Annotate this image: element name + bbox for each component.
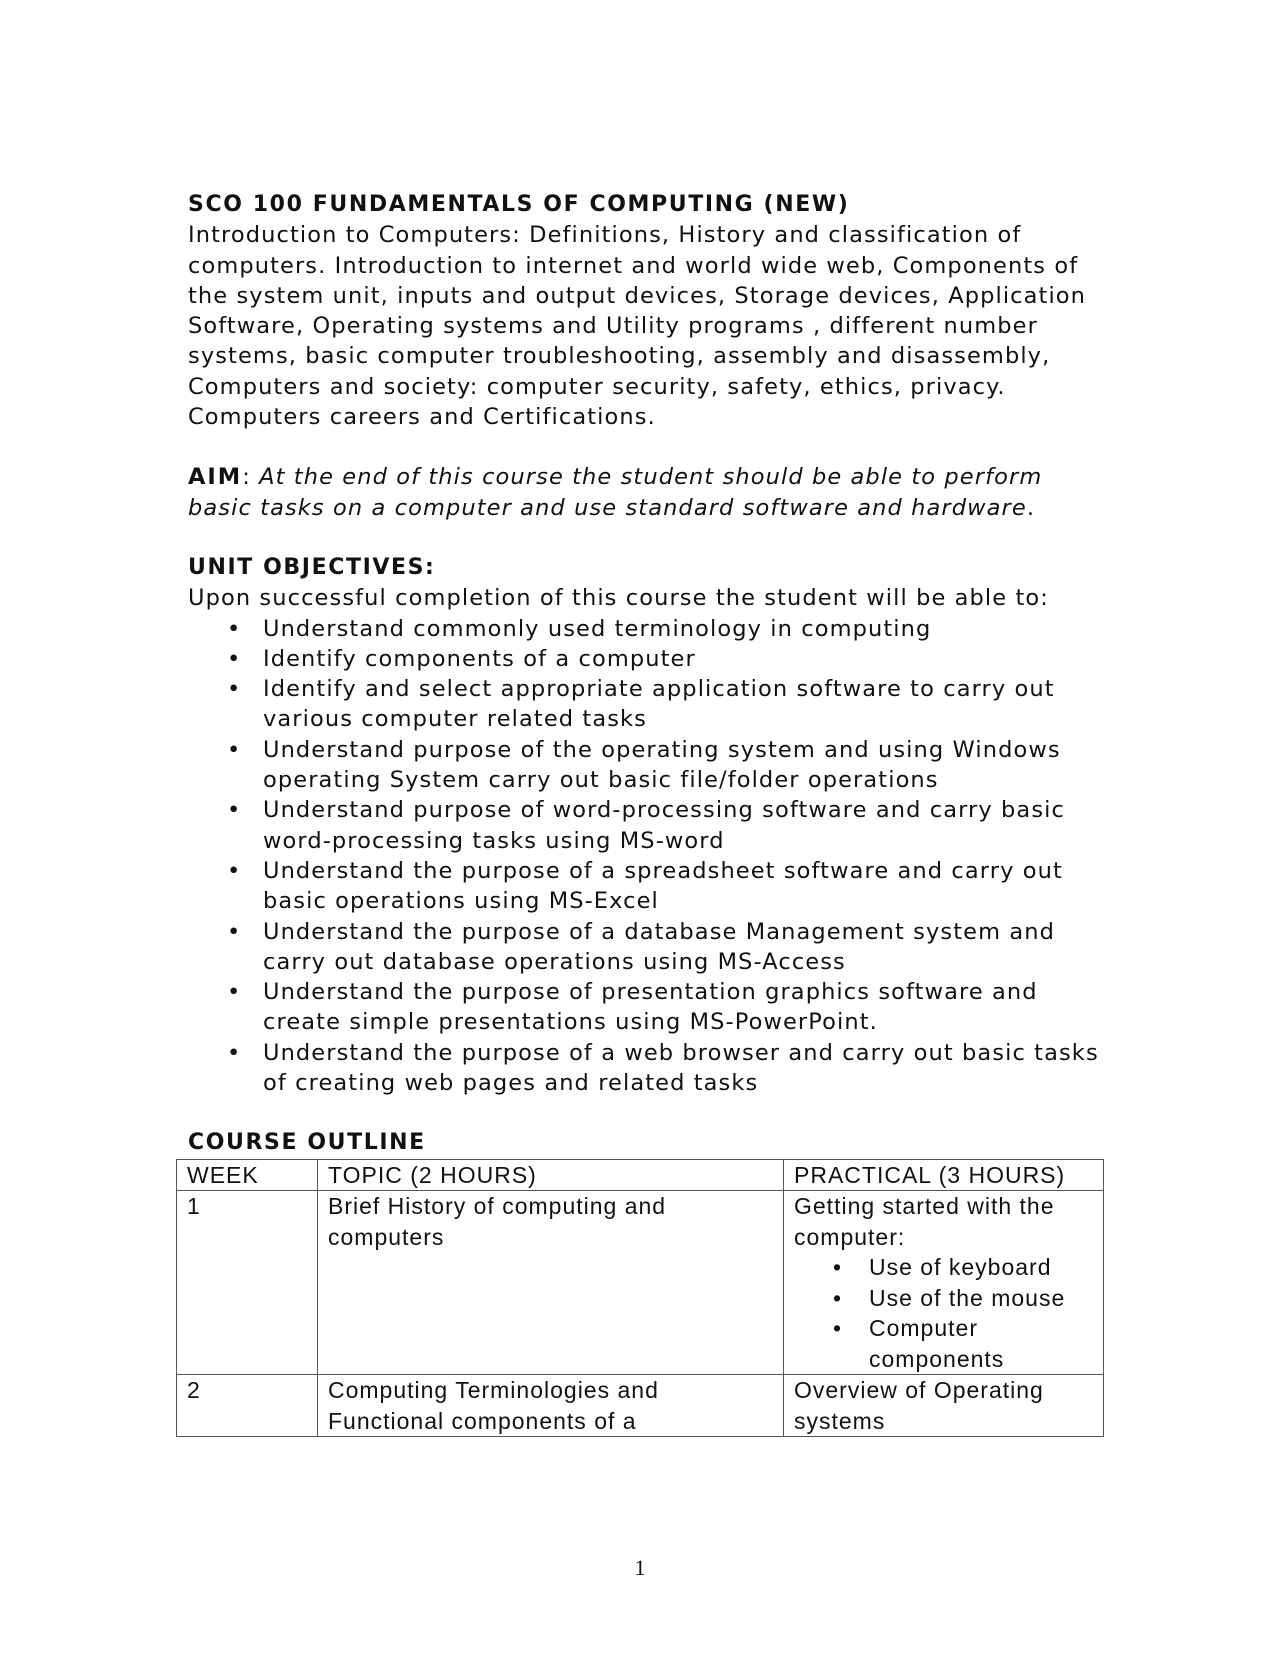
cell-topic: Computing Terminologies and Functional components of a bbox=[318, 1375, 784, 1437]
list-item bbox=[227, 674, 1100, 735]
objective-text: Understand purpose of the operating system and using Windows operating System carry out basic file/folder operations bbox=[263, 736, 1061, 794]
cell-topic: Brief History of computing and computers bbox=[318, 1191, 784, 1375]
table-row bbox=[177, 1191, 1104, 1375]
bullet-icon: • bbox=[227, 615, 242, 642]
objective-text: Identify and select appropriate application software to carry out various computer related tasks bbox=[263, 676, 1055, 733]
table-row bbox=[177, 1375, 1104, 1437]
aim-end: . bbox=[1026, 494, 1036, 521]
list-item bbox=[227, 977, 1100, 1038]
course-outline-table bbox=[176, 1159, 1104, 1438]
course-description: Introduction to Computers: Definitions, History and classification of computers. Introduction to internet and world wide web, Components of the system unit, inputs and output devices, Storage devices, Application Software, Operating systems and Utility programs , different number systems, basic computer troubleshooting, assembly and disassembly, Computers and society: computer security, safety, ethics, privacy. Computers careers and Certifications. bbox=[188, 222, 1087, 431]
list-item bbox=[227, 1038, 1100, 1099]
bullet-icon: • bbox=[833, 1254, 843, 1281]
list-item bbox=[227, 795, 1100, 856]
header-week: WEEK bbox=[177, 1159, 318, 1191]
cell-week: 1 bbox=[177, 1191, 318, 1375]
list-item bbox=[227, 614, 1100, 644]
bullet-icon: • bbox=[227, 857, 242, 884]
list-item bbox=[227, 856, 1100, 917]
objectives-intro: Upon successful completion of this course the student will be able to: bbox=[188, 585, 1049, 612]
objectives-list bbox=[188, 614, 1100, 1099]
header-practical: PRACTICAL (3 HOURS) bbox=[784, 1159, 1104, 1191]
objective-text: Understand purpose of word-processing software and carry basic word-processing tasks using MS-word bbox=[263, 797, 1065, 854]
course-outline-heading: COURSE OUTLINE bbox=[188, 1130, 426, 1156]
list-item bbox=[833, 1252, 1093, 1283]
practical-item: Use of keyboard bbox=[869, 1254, 1052, 1281]
practical-list bbox=[794, 1252, 1093, 1374]
table-header-row bbox=[177, 1159, 1104, 1191]
course-title: SCO 100 FUNDAMENTALS OF COMPUTING (NEW) bbox=[188, 192, 850, 217]
bullet-icon: • bbox=[227, 979, 242, 1006]
bullet-icon: • bbox=[227, 797, 242, 824]
objective-text: Understand the purpose of a spreadsheet software and carry out basic operations using MS-Excel bbox=[263, 857, 1063, 915]
document-page bbox=[188, 190, 1100, 1437]
practical-intro: Getting started with the computer: bbox=[794, 1193, 1055, 1250]
objective-text: Understand the purpose of presentation graphics software and create simple presentations using MS-PowerPoint. bbox=[263, 979, 1038, 1036]
objective-text: Understand the purpose of a web browser and carry out basic tasks of creating web pages and related tasks bbox=[263, 1039, 1099, 1097]
bullet-icon: • bbox=[227, 676, 242, 703]
objective-text: Understand the purpose of a database Management system and carry out database operations using MS-Access bbox=[263, 918, 1056, 975]
header-topic: TOPIC (2 HOURS) bbox=[318, 1159, 784, 1191]
list-item bbox=[227, 917, 1100, 978]
list-item bbox=[227, 735, 1100, 796]
objective-text: Identify components of a computer bbox=[263, 645, 696, 672]
practical-item: Use of the mouse bbox=[869, 1284, 1066, 1311]
cell-practical: Overview of Operating systems bbox=[784, 1375, 1104, 1437]
bullet-icon: • bbox=[833, 1284, 843, 1311]
bullet-icon: • bbox=[833, 1315, 843, 1342]
bullet-icon: • bbox=[227, 736, 242, 763]
list-item bbox=[227, 644, 1100, 674]
list-item bbox=[833, 1283, 1093, 1314]
list-item bbox=[833, 1313, 1093, 1374]
bullet-icon: • bbox=[227, 645, 242, 672]
objectives-heading: UNIT OBJECTIVES: bbox=[188, 554, 436, 580]
cell-week: 2 bbox=[177, 1375, 318, 1437]
page-number: 1 bbox=[634, 1555, 646, 1580]
aim-text: At the end of this course the student should be able to perform basic tasks on a computer and use standard software and hardware bbox=[188, 464, 1043, 521]
practical-item: Computer components bbox=[869, 1315, 1005, 1372]
aim-separator: : bbox=[242, 464, 251, 491]
bullet-icon: • bbox=[227, 1039, 242, 1066]
bullet-icon: • bbox=[227, 918, 242, 945]
cell-practical bbox=[784, 1191, 1104, 1375]
objective-text: Understand commonly used terminology in computing bbox=[263, 615, 932, 642]
aim-paragraph bbox=[188, 462, 1100, 523]
aim-label: AIM bbox=[188, 464, 243, 491]
